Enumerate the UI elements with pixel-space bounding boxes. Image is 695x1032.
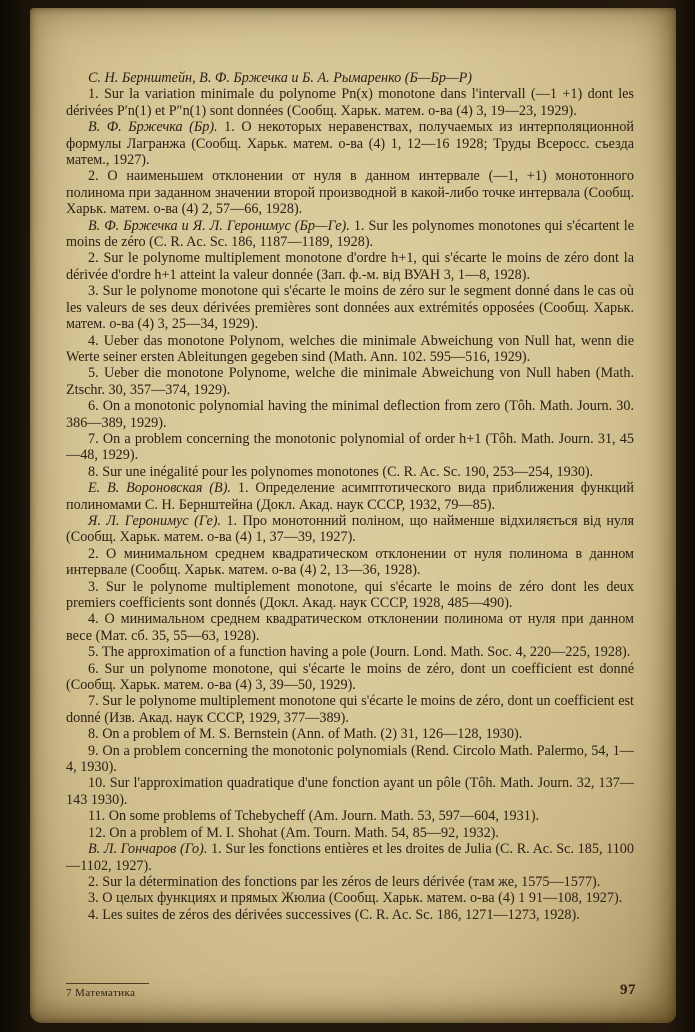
bibliography bbox=[66, 70, 634, 965]
bibliography-entry bbox=[66, 890, 634, 906]
bibliography-entry bbox=[66, 70, 634, 86]
entry-text: 2. Sur la détermination des fonctions par les zéros de leurs dérivée (там же, 1575—1577). bbox=[88, 873, 601, 890]
bibliography-entry bbox=[66, 546, 634, 579]
bibliography-entry bbox=[66, 480, 634, 513]
entry-text: 7. On a problem concerning the monotonic polynomial of order h+1 (Tôh. Math. Journ. 31, 45—48, 1929). bbox=[66, 430, 634, 464]
bibliography-entry bbox=[66, 398, 634, 431]
page-number: 97 bbox=[620, 982, 636, 998]
author-heading: В. Ф. Бржечка и Я. Л. Геронимус (Бр—Ге). bbox=[88, 217, 350, 234]
bibliography-entry bbox=[66, 431, 634, 464]
entry-text: 5. The approximation of a function having a pole (Journ. Lond. Math. Soc. 4, 220—225, 1928). bbox=[88, 644, 631, 661]
entry-text: 2. О наименьшем отклонении от нуля в данном интервале (—1, +1) монотонного полинома при заданном значении второй производной в какой-либо точке интервала (Сообщ. Харьк. матем. о-ва (4) 2, 57—66, 1928). bbox=[66, 168, 634, 218]
entry-text: 1. О некоторых неравенствах, получаемых из интерполяционной формулы Лагранжа (Сообщ. Харьк. матем. о-ва (4) 1, 12—16 1928; Труды Всеросс. съезда матем., 1927). bbox=[66, 119, 634, 169]
entry-text: 9. On a problem concerning the monotonic polynomials (Rend. Circolo Math. Palermo, 54, 1—4, 1930). bbox=[66, 742, 634, 776]
bibliography-entry bbox=[66, 874, 634, 890]
entry-text: 11. On some problems of Tchebycheff (Am. Journ. Math. 53, 597—604, 1931). bbox=[88, 808, 540, 825]
entry-text: 1. Sur les fonctions entières et les droites de Julia (C. R. Ac. Sc. 185, 1100—1102, 1927). bbox=[66, 841, 634, 874]
bibliography-entry bbox=[66, 168, 634, 217]
entry-text: 5. Ueber die monotone Polynome, welche die minimale Abweichung von Null haben (Math. Ztschr. 30, 357—374, 1929). bbox=[66, 365, 634, 398]
bibliography-entry bbox=[66, 86, 634, 119]
bibliography-entry bbox=[66, 841, 634, 874]
author-heading: Е. В. Вороновская (В). bbox=[88, 480, 231, 497]
footer-signature: 7 Математика bbox=[66, 983, 149, 999]
entry-text: 4. Les suites de zéros des dérivées successives (C. R. Ac. Sc. 186, 1271—1273, 1928). bbox=[88, 906, 580, 923]
entry-text: 1. Sur les polynomes monotones qui s'écartent le moins de zéro (C. R. Ac. Sc. 186, 1187—1189, 1928). bbox=[66, 217, 634, 251]
bibliography-entry bbox=[66, 726, 634, 742]
bibliography-entry bbox=[66, 333, 634, 366]
entry-text: 1. Sur la variation minimale du polynome Pn(x) monotone dans l'intervall (—1 +1) dont les dérivées P′n(1) et P″n(1) sont données (Сообщ. Харьк. матем. о-ва (4) 3, 19—23, 1929). bbox=[66, 86, 634, 119]
entry-text: 12. On a problem of M. I. Shohat (Am. Tourn. Math. 54, 85—92, 1932). bbox=[88, 824, 499, 841]
entry-text: 7. Sur le polynome multiplement monotone qui s'écarte le moins de zéro, dont un coefficient est donné (Изв. Акад. наук СССР, 1929, 377—389). bbox=[66, 693, 634, 726]
author-heading: Я. Л. Геронимус (Ге). bbox=[88, 512, 222, 529]
page-footer bbox=[66, 982, 636, 999]
bibliography-entry bbox=[66, 464, 634, 480]
entry-text: 1. Определение асимптотического вида приближения функций полиномами С. Н. Бернштейна (Докл. Акад. наук СССР, 1932, 79—85). bbox=[66, 480, 634, 513]
entry-text: 10. Sur l'approximation quadratique d'une fonction ayant un pôle (Tôh. Math. Journ. 32, 137—143 1930). bbox=[66, 775, 634, 808]
bibliography-entry bbox=[66, 907, 634, 923]
bibliography-entry bbox=[66, 250, 634, 283]
entry-text: 2. О минимальном среднем квадратическом отклонении от нуля полинома в данном интервале (Сообщ. Харьк. матем. о-ва (4) 2, 13—36, 1928). bbox=[66, 545, 634, 579]
bibliography-entry bbox=[66, 825, 634, 841]
bibliography-entry bbox=[66, 775, 634, 808]
entry-text: 2. Sur le polynome multiplement monotone d'ordre h+1, qui s'écarte le moins de zéro dont la dérivée d'ordre h+1 atteint la valeur donnée (Зап. ф.-м. від ВУАН 3, 1—8, 1928). bbox=[66, 250, 634, 283]
entry-text: 4. Ueber das monotone Polynom, welches die minimale Abweichung von Null hat, wenn die Werte seiner ersten Ableitungen gegeben sind (Math. Ann. 102. 595—516, 1929). bbox=[66, 332, 634, 365]
entry-text: 8. On a problem of M. S. Bernstein (Ann. of Math. (2) 31, 126—128, 1930). bbox=[88, 726, 523, 743]
author-heading: С. Н. Бернштейн, В. Ф. Бржечка и Б. А. Рымаренко (Б—Бр—Р) bbox=[88, 70, 472, 86]
entry-text: 6. Sur un polynome monotone, qui s'écarte le moins de zéro, dont un coefficient est donné (Сообщ. Харьк. матем. о-ва (4) 3, 39—50, 1929). bbox=[66, 660, 634, 694]
author-heading: В. Ф. Бржечка (Бр). bbox=[88, 119, 218, 136]
bibliography-entry bbox=[66, 218, 634, 251]
entry-text: 3. Sur le polynome multiplement monotone, qui s'écarte le moins de zéro dont les deux premiers coefficients sont donnés (Докл. Акад. наук СССР, 1928, 485—490). bbox=[66, 578, 634, 611]
entry-text: 8. Sur une inégalité pour les polynomes monotones (C. R. Ac. Sc. 190, 253—254, 1930). bbox=[88, 463, 594, 480]
entry-text: 1. Про монотонний поліном, що найменше відхиляється від нуля (Сообщ. Харьк. матем. о-ва (4) 1, 37—39, 1927). bbox=[66, 512, 634, 546]
bibliography-entry bbox=[66, 611, 634, 644]
bibliography-entry bbox=[66, 644, 634, 660]
entry-text: 3. О целых функциях и прямых Жюлиа (Сообщ. Харьк. матем. о-ва (4) 1 91—108, 1927). bbox=[88, 890, 623, 907]
bibliography-entry bbox=[66, 283, 634, 332]
bibliography-entry bbox=[66, 693, 634, 726]
entry-text: 4. О минимальном среднем квадратическом отклонении полинома от нуля при данном весе (Мат. сб. 35, 55—63, 1928). bbox=[66, 611, 634, 644]
entry-text: 6. On a monotonic polynomial having the minimal deflection from zero (Tôh. Math. Journ. 30. 386—389, 1929). bbox=[66, 398, 634, 431]
bibliography-entry bbox=[66, 743, 634, 776]
author-heading: В. Л. Гончаров (Го). bbox=[88, 841, 208, 858]
bibliography-entry bbox=[66, 808, 634, 824]
entry-text: 3. Sur le polynome monotone qui s'écarte le moins de zéro sur le segment donné dans le cas où les valeurs de ses deux dérivées premières sont données aux extrémités opposées (Сообщ. Харьк. матем. о-ва (4) 3, 25—34, 1929). bbox=[66, 283, 634, 333]
bibliography-entry bbox=[66, 661, 634, 694]
book-page bbox=[30, 8, 676, 1023]
bibliography-entry bbox=[66, 365, 634, 398]
bibliography-entry bbox=[66, 579, 634, 612]
bibliography-entry bbox=[66, 513, 634, 546]
bibliography-entry bbox=[66, 119, 634, 168]
